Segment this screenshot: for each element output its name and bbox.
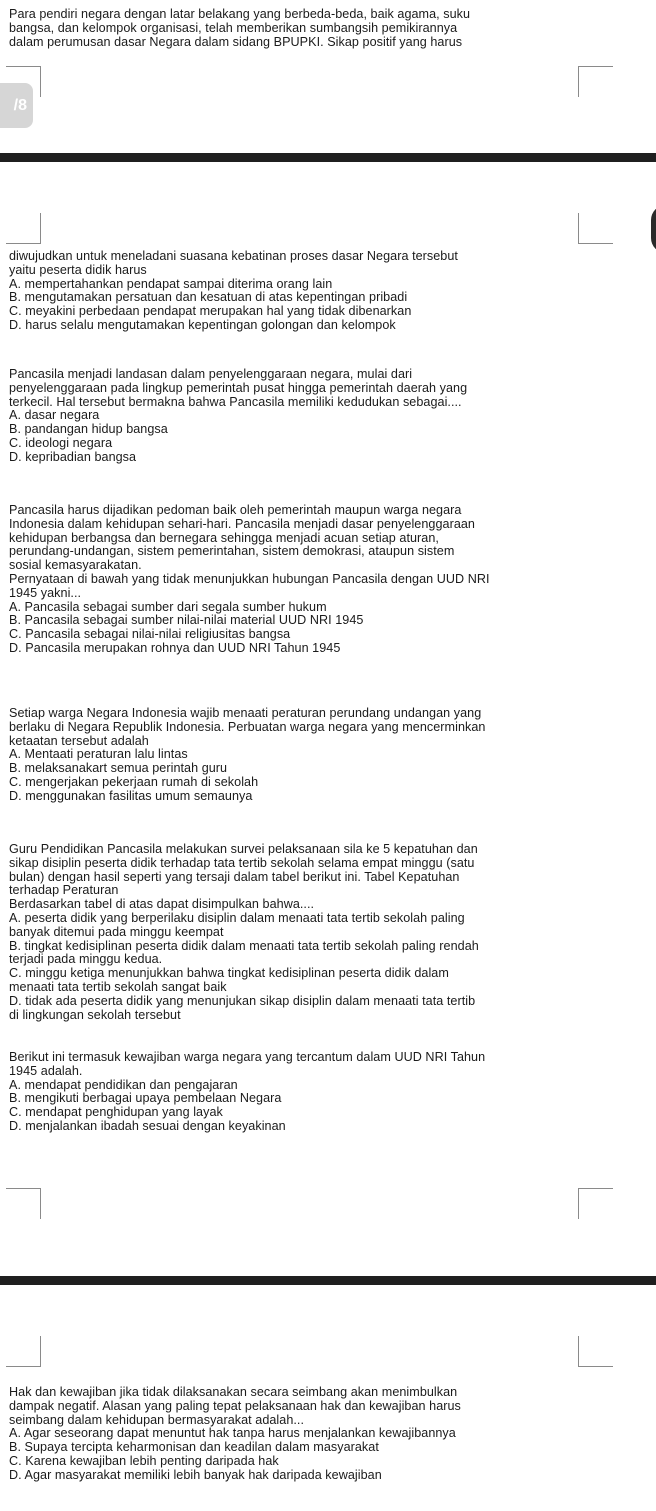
page-number: /8: [13, 97, 27, 114]
option-a[interactable]: A. mempertahankan pendapat sampai diterima orang lain: [9, 276, 333, 291]
option-line: C. minggu ketiga menunjukkan bahwa tingkat kedisiplinan peserta didik dalam: [9, 966, 449, 981]
crop-mark: [578, 213, 613, 244]
option-b[interactable]: B. Pancasila sebagai sumber nilai-nilai material UUD NRI 1945: [9, 613, 364, 628]
option-line: menaati tata tertib sekolah sangat baik: [9, 979, 227, 994]
option-a[interactable]: A. Mentaati peraturan lalu lintas: [9, 747, 188, 762]
question-stem: dampak negatif. Alasan yang paling tepat pelaksanaan hak dan kewajiban harus: [9, 1398, 461, 1413]
question-stem: Pancasila menjadi landasan dalam penyelenggaraan negara, mulai dari: [9, 367, 413, 381]
option-b[interactable]: B. mengutamakan persatuan dan kesatuan di atas kepentingan pribadi: [9, 290, 408, 305]
question-stem: kehidupan berbangsa dan bernegara sehingga menjadi acuan setiap aturan,: [9, 530, 439, 545]
option-b[interactable]: B. mengikuti berbagai upaya pembelaan Negara: [9, 1091, 282, 1106]
option-a[interactable]: A. dasar negara: [9, 408, 100, 423]
crop-mark: [6, 1336, 41, 1367]
crop-mark: [578, 1188, 613, 1219]
option-line: D. tidak ada peserta didik yang menunjukan sikap disiplin dalam menaati tata tertib: [9, 993, 476, 1008]
option-c[interactable]: C. Karena kewajiban lebih penting daripada hak: [9, 1453, 279, 1468]
option-d[interactable]: [9, 995, 649, 1023]
option-a[interactable]: A. mendapat pendidikan dan pengajaran: [9, 1077, 238, 1092]
question-4: [9, 707, 649, 804]
question-1-continued: [9, 250, 649, 333]
question-stem: Pancasila harus dijadikan pedoman baik oleh pemerintah maupun warga negara: [9, 503, 462, 517]
option-d[interactable]: D. harus selalu mengutamakan kepentingan golongan dan kelompok: [9, 317, 396, 332]
question-stem: Pernyataan di bawah yang tidak menunjukkan hubungan Pancasila dengan UUD NRI: [9, 571, 490, 586]
page-separator: [0, 1276, 656, 1285]
question-stem: Guru Pendidikan Pancasila melakukan survei pelaksanaan sila ke 5 kepatuhan dan: [9, 842, 478, 856]
page-number-badge: [0, 83, 33, 128]
option-b[interactable]: [9, 940, 649, 968]
option-line: banyak ditemui pada minggu keempat: [9, 924, 224, 939]
option-b[interactable]: B. melaksanakart semua perintah guru: [9, 761, 228, 776]
crop-mark: [578, 66, 613, 97]
page-separator: [0, 153, 656, 162]
option-c[interactable]: [9, 967, 649, 995]
option-c[interactable]: C. Pancasila sebagai nilai-nilai religiusitas bangsa: [9, 627, 291, 642]
question-stem: terhadap Peraturan: [9, 883, 119, 898]
question-stem: terkecil. Hal tersebut bermakna bahwa Pancasila memiliki kedudukan sebagai....: [9, 394, 462, 409]
question-stem: ketaatan tersebut adalah: [9, 733, 149, 748]
crop-mark: [6, 1188, 41, 1219]
option-b[interactable]: B. Supaya tercipta keharmonisan dan keadilan dalam masyarakat: [9, 1440, 379, 1455]
text-line: Para pendiri negara dengan latar belakang yang berbeda-beda, baik agama, suku: [9, 7, 471, 21]
text-line: diwujudkan untuk meneladani suasana kebatinan proses dasar Negara tersebut: [9, 249, 458, 263]
question-3: [9, 504, 649, 656]
question-2: [9, 368, 649, 465]
option-line: A. peserta didik yang berperilaku disiplin dalam menaati tata tertib sekolah paling: [9, 910, 465, 925]
option-a[interactable]: A. Pancasila sebagai sumber dari segala sumber hukum: [9, 599, 327, 614]
text-line: dalam perumusan dasar Negara dalam sidang BPUPKI. Sikap positif yang harus: [9, 34, 463, 49]
option-a[interactable]: A. Agar seseorang dapat menuntut hak tanpa harus menjalankan kewajibannya: [9, 1426, 456, 1441]
question-stem: penyelenggaraan pada lingkup pemerintah pusat hingga pemerintah daerah yang: [9, 380, 468, 395]
question-stem: sosial kemasyarakatan.: [9, 558, 142, 573]
question-stem: berlaku di Negara Republik Indonesia. Perbuatan warga negara yang mencerminkan: [9, 719, 486, 734]
question-6: [9, 1051, 649, 1134]
option-a[interactable]: [9, 912, 649, 940]
question-stem: Berdasarkan tabel di atas dapat disimpulkan bahwa....: [9, 897, 315, 912]
page-curl-disc: [651, 205, 656, 253]
text-line: bangsa, dan kelompok organisasi, telah memberikan sumbangsih pemikirannya: [9, 20, 458, 35]
question-stem: Setiap warga Negara Indonesia wajib menaati peraturan perundang undangan yang: [9, 706, 482, 720]
question-5: [9, 843, 649, 1022]
question-stem: 1945 yakni...: [9, 585, 82, 600]
option-b[interactable]: B. pandangan hidup bangsa: [9, 422, 168, 437]
text-line: yaitu peserta didik harus: [9, 262, 147, 277]
option-c[interactable]: C. mendapat penghidupan yang layak: [9, 1105, 223, 1120]
question-stem: seimbang dalam kehidupan bermasyarakat adalah...: [9, 1412, 305, 1427]
option-d[interactable]: D. menggunakan fasilitas umum semaunya: [9, 788, 253, 803]
option-c[interactable]: C. ideologi negara: [9, 435, 113, 450]
question-7: [9, 1386, 649, 1483]
option-line: terjadi pada minggu kedua.: [9, 952, 163, 967]
option-d[interactable]: D. Pancasila merupakan rohnya dan UUD NRI Tahun 1945: [9, 640, 341, 655]
option-c[interactable]: C. mengerjakan pekerjaan rumah di sekolah: [9, 774, 259, 789]
question-stem: Hak dan kewajiban jika tidak dilaksanakan secara seimbang akan menimbulkan: [9, 1385, 458, 1399]
option-d[interactable]: D. menjalankan ibadah sesuai dengan keyakinan: [9, 1118, 286, 1133]
question-stem: perundang-undangan, sistem pemerintahan, sistem demokrasi, ataupun sistem: [9, 544, 455, 559]
option-line: di lingkungan sekolah tersebut: [9, 1007, 181, 1022]
question-stem: bulan) dengan hasil seperti yang tersaji dalam tabel berikut ini. Tabel Kepatuhan: [9, 869, 460, 884]
option-d[interactable]: D. kepribadian bangsa: [9, 449, 137, 464]
question-stem: Berikut ini termasuk kewajiban warga negara yang tercantum dalam UUD NRI Tahun: [9, 1050, 486, 1064]
option-line: B. tingkat kedisiplinan peserta didik dalam menaati tata tertib sekolah paling rendah: [9, 938, 479, 953]
question-stem: 1945 adalah.: [9, 1063, 83, 1078]
question-stem: Indonesia dalam kehidupan sehari-hari. Pancasila menjadi dasar penyelenggaraan: [9, 516, 475, 531]
crop-mark: [578, 1336, 613, 1367]
question-stem: sikap disiplin peserta didik terhadap tata tertib sekolah selama empat minggu (satu: [9, 855, 475, 870]
crop-mark: [6, 213, 41, 244]
option-d[interactable]: D. Agar masyarakat memiliki lebih banyak hak daripada kewajiban: [9, 1467, 382, 1482]
option-c[interactable]: C. meyakini perbedaan pendapat merupakan hal yang tidak dibenarkan: [9, 304, 412, 319]
question-fragment-top: [9, 8, 649, 49]
